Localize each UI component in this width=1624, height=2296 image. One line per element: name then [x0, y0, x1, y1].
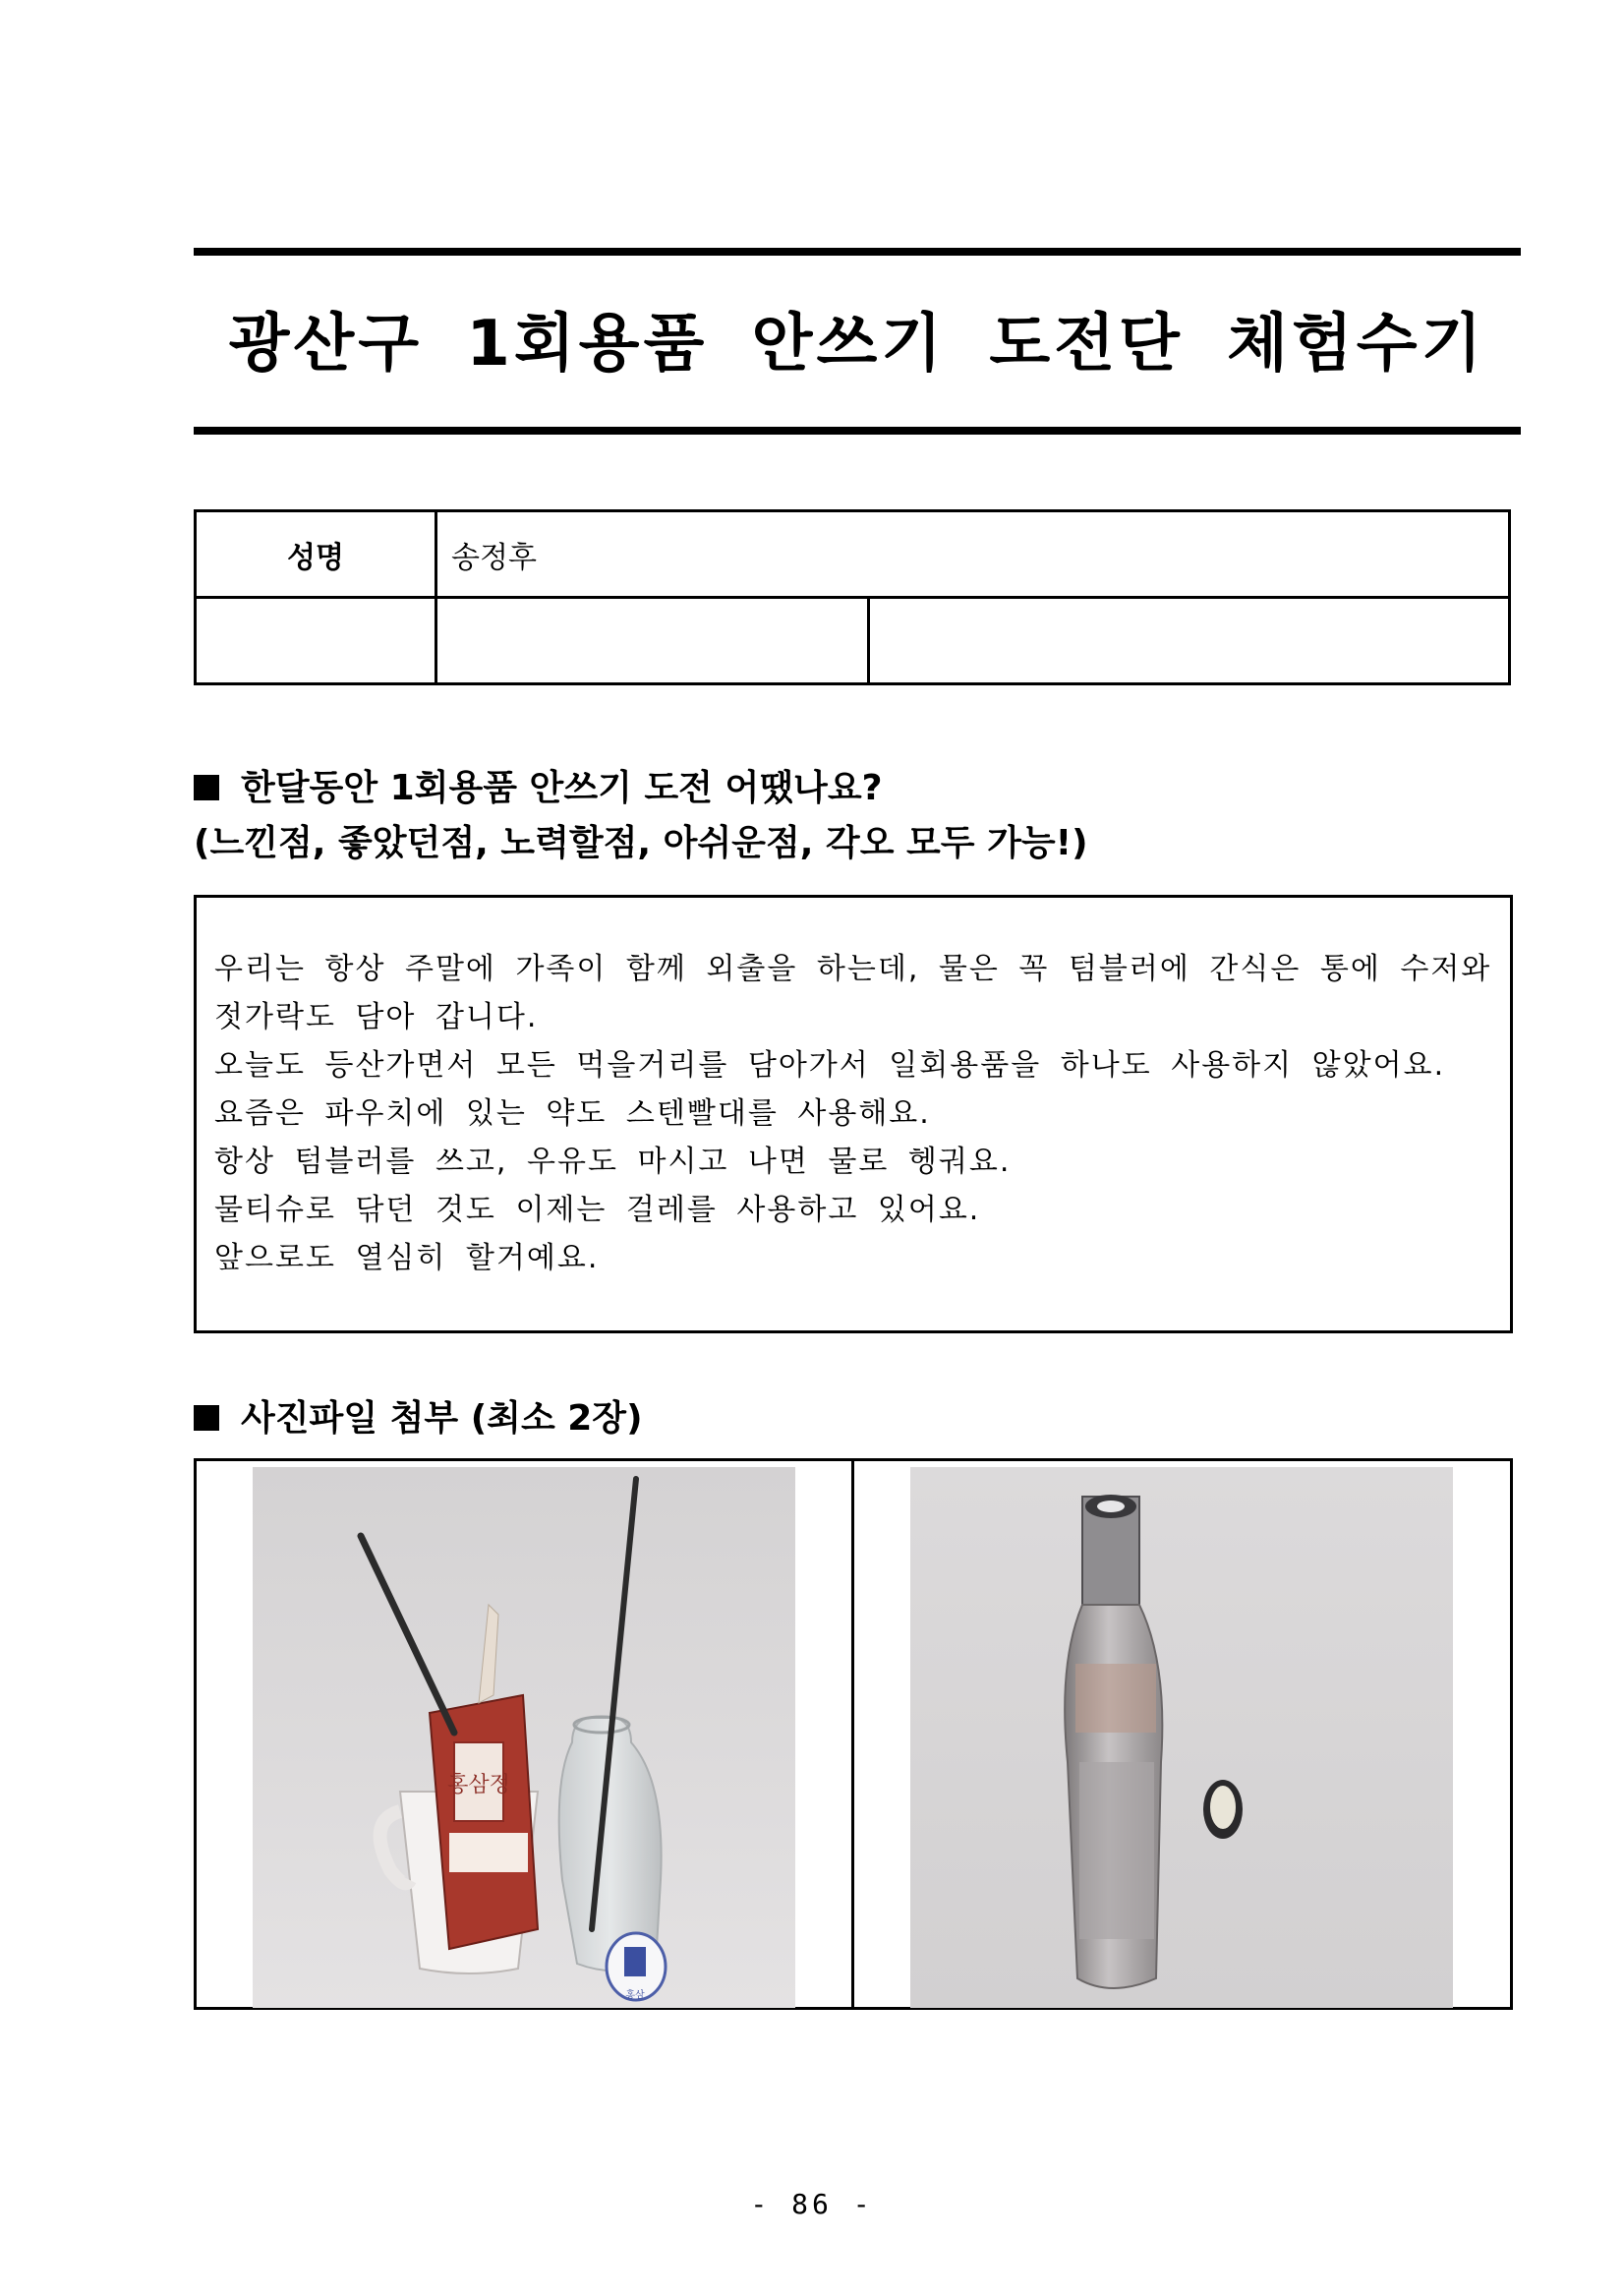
- review-heading-line1: 한달동안 1회용품 안쓰기 도전 어땠나요?: [241, 768, 883, 808]
- empty-cell: [869, 598, 1510, 684]
- cap-label: 홍삼: [625, 1990, 645, 2001]
- square-bullet-icon: [194, 1405, 219, 1431]
- photo-bottle-and-cap: [910, 1467, 1453, 2008]
- name-label: 성명: [196, 511, 436, 598]
- reflection-line: 우리는 항상 주말에 가족이 함께 외출을 하는데, 물은 꼭 텀블러에 간식은 통에 수저와: [214, 952, 1492, 986]
- reflection-line: 요즘은 파우치에 있는 약도 스텐빨대를 사용해요.: [214, 1096, 931, 1131]
- square-bullet-icon: [194, 775, 219, 800]
- empty-cell: [196, 598, 436, 684]
- reflection-line: 항상 텀블러를 쓰고, 우유도 마시고 나면 물로 헹궈요.: [214, 1145, 1012, 1179]
- empty-cell: [436, 598, 869, 684]
- reflection-text-box: [194, 895, 1513, 1333]
- photo-tumbler-and-straws: [253, 1467, 795, 2008]
- reflection-line: 물티슈로 닦던 것도 이제는 걸레를 사용하고 있어요.: [214, 1193, 981, 1227]
- reflection-line: 앞으로도 열심히 할거예요.: [214, 1241, 600, 1275]
- photo-attachment-table: [194, 1458, 1513, 2010]
- photos-heading: [194, 1391, 643, 1446]
- photo-divider: [851, 1461, 854, 2007]
- reflection-line: 젓가락도 담아 갑니다.: [214, 1000, 539, 1034]
- participant-info-table: [194, 509, 1511, 685]
- title-bottom-rule: [194, 427, 1521, 435]
- photos-heading-text: 사진파일 첨부 (최소 2장): [241, 1398, 643, 1439]
- name-value: 송정후: [436, 511, 1510, 598]
- review-heading: [194, 761, 1088, 871]
- reflection-line: 오늘도 등산가면서 모든 먹을거리를 담아가서 일회용품을 하나도 사용하지 않았어요.: [214, 1048, 1446, 1083]
- document-title: 광산구 1회용품 안쓰기 도전단 체험수기: [228, 308, 1486, 381]
- title-top-rule: [194, 248, 1521, 256]
- pouch-label: 홍삼정: [447, 1773, 510, 1797]
- page-number: - 86 -: [750, 2188, 874, 2220]
- review-heading-line2: (느낀점, 좋았던점, 노력할점, 아쉬운점, 각오 모두 가능!): [194, 823, 1088, 863]
